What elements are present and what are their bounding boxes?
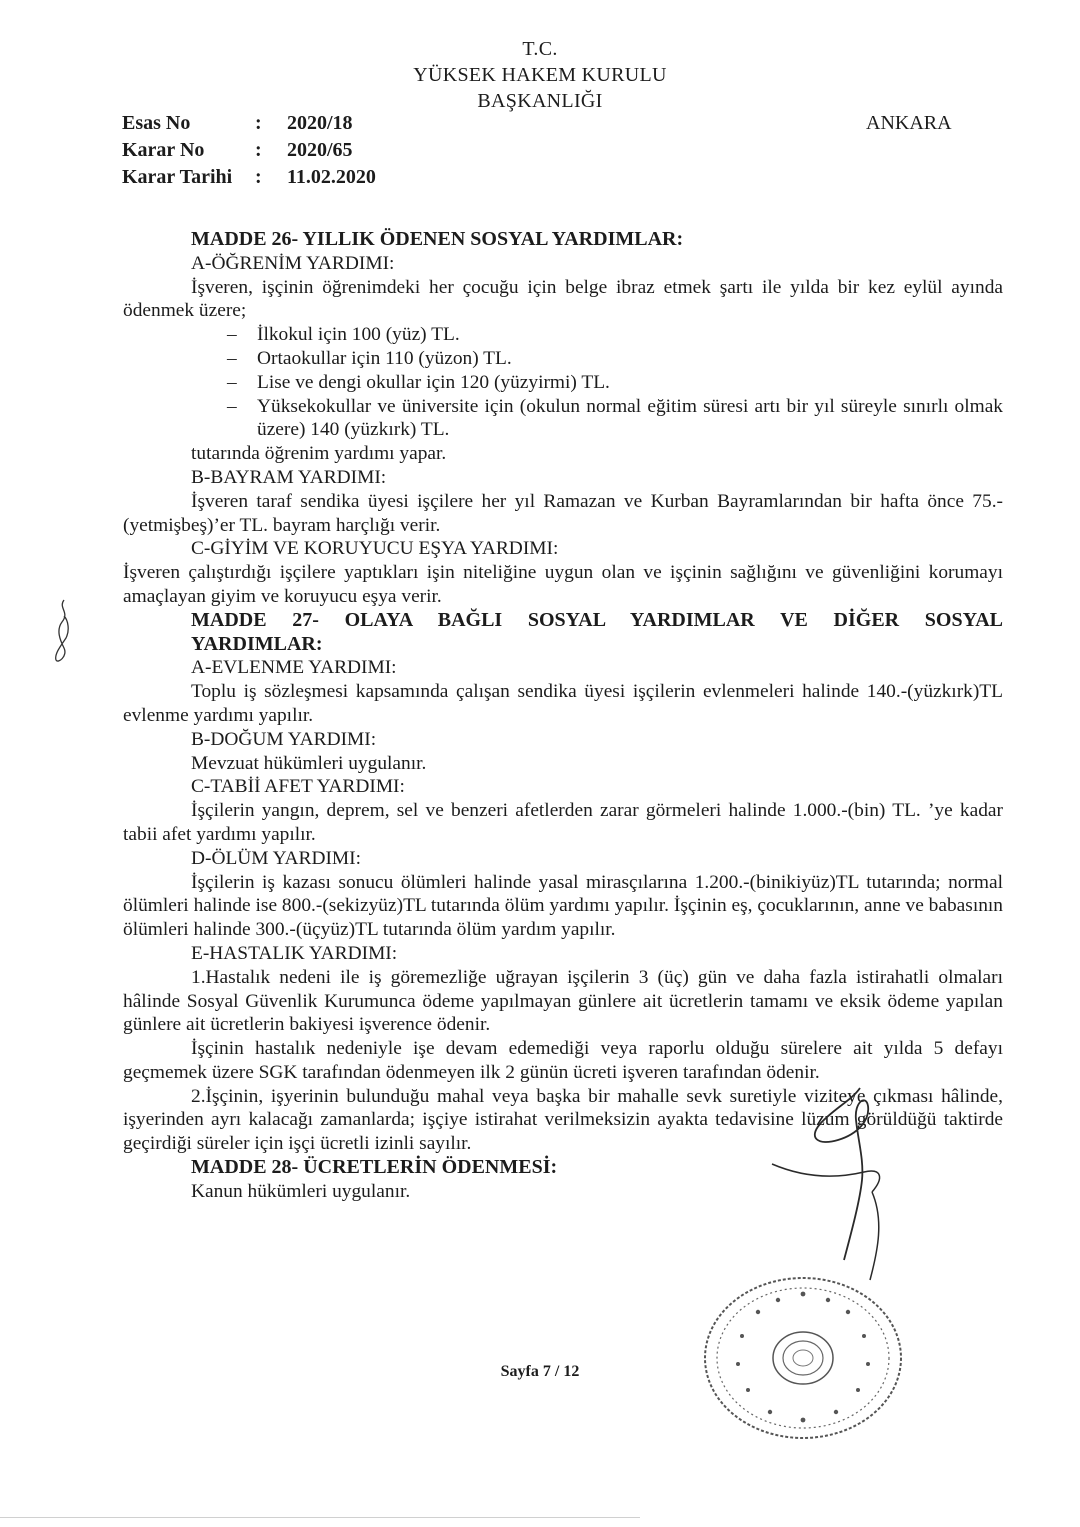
document-header (0, 36, 1080, 114)
case-meta (122, 110, 376, 191)
city: ANKARA (866, 112, 952, 134)
section-a-title: A-EVLENME YARDIMI: (191, 657, 397, 679)
meta-label: Karar Tarihi (122, 166, 233, 188)
article-28-text: Kanun hükümleri uygulanır. (191, 1180, 411, 1202)
section-e-text-2: İşçinin hastalık nedeniyle işe devam edemediği veya raporlu olduğu sürelere ait yılda 5 defayı geçmemek üzere SGK tarafından ödenmeyen ilk 2 günün ücreti işveren tarafından ödenir. (123, 1038, 1003, 1083)
meta-colon: : (255, 139, 262, 161)
list-item: – Lise ve dengi okullar için 120 (yüzyirmi) TL. (227, 371, 1003, 395)
scan-edge-line (0, 1517, 640, 1518)
section-a-text: Toplu iş sözleşmesi kapsamında çalışan sendika üyesi işçilerin evlenmeleri halinde 140.-(yüzkırk)TL evlenme yardımı yapılır. (123, 681, 1003, 726)
article-28-title: MADDE 28- ÜCRETLERİN ÖDENMESİ: (191, 1156, 558, 1179)
meta-colon: : (255, 112, 262, 134)
meta-value: 2020/18 (287, 112, 353, 134)
meta-value: 11.02.2020 (287, 166, 376, 188)
header-department: BAŞKANLIĞI (477, 90, 603, 112)
section-c-text: İşveren çalıştırdığı işçilere yaptıkları işin niteliğine uygun olan ve işçinin sağlığını ve güvenliğini korumayı amaçlayan giyim ve koruyucu eşya verir. (123, 562, 1003, 607)
section-d-text: İşçilerin iş kazası sonucu ölümleri halinde yasal mirasçılarına 1.200.-(binikiyüz)TL tutarında; normal ölümleri halinde ise 800.-(sekizyüz)TL tutarında ölüm yardımı yapılır. İşçinin eş, çocuklarının, anne ve babasının ölümleri halinde 300.-(üçyüz)TL tutarında ölüm yardım yapılır. (123, 871, 1003, 941)
official-seal-stamp (698, 1272, 908, 1444)
signature (760, 1080, 920, 1290)
section-a-title: A-ÖĞRENİM YARDIMI: (191, 252, 395, 274)
meta-row-esas (122, 110, 376, 137)
section-e-title: E-HASTALIK YARDIMI: (191, 942, 398, 964)
list-item: – İlkokul için 100 (yüz) TL. (227, 323, 1003, 347)
page-number: Sayfa 7 / 12 (500, 1363, 580, 1380)
section-b-text: İşveren taraf sendika üyesi işçilere her yıl Ramazan ve Kurban Bayramlarından bir hafta önce 75.-(yetmişbeş)’er TL. bayram harçlığı verir. (123, 490, 1003, 536)
article-27-title: MADDE 27- OLAYA BAĞLI SOSYAL YARDIMLAR VE DİĞER SOSYAL (191, 608, 1003, 631)
meta-value: 2020/65 (287, 139, 353, 161)
section-b-title: B-BAYRAM YARDIMI: (191, 466, 387, 488)
list-item: – Ortaokullar için 110 (yüzon) TL. (227, 347, 1003, 371)
education-aid-list (123, 323, 1003, 442)
document-body (123, 228, 1003, 1204)
header-institution: YÜKSEK HAKEM KURULU (413, 64, 667, 86)
list-item: – Yüksekokullar ve üniversite için (okulun normal eğitim süresi artı bir yıl süreyle sınırlı olmak üzere) 140 (yüzkırk) TL. (227, 395, 1003, 443)
section-c-title: C-TABİİ AFET YARDIMI: (191, 776, 405, 798)
section-b-text: Mevzuat hükümleri uygulanır. (191, 752, 427, 774)
section-e-text-3: 2.İşçinin, işyerinin bulunduğu mahal veya başka bir mahalle sevk suretiyle viziteye çıkması hâlinde, işyerinden ayrı kalacağı zamanlarda; işçiye istirahat verilmeksizin ayakta tedavisine lüzum görüldüğü taktirde geçirdiği süreler için işçi ücretli izinli sayılır. (123, 1085, 1003, 1155)
section-a-intro: İşveren, işçinin öğrenimdeki her çocuğu için belge ibraz etmek şartı ile yılda bir kez eylül ayında ödenmek üzere; (123, 276, 1003, 322)
meta-label: Karar No (122, 139, 205, 161)
section-d-title: D-ÖLÜM YARDIMI: (191, 847, 362, 869)
meta-row-karar (122, 137, 376, 164)
section-e-text-1: 1.Hastalık nedeni ile iş göremezliğe uğrayan işçilerin 3 (üç) gün ve daha fazla istirahatli olmaları hâlinde Sosyal Güvenlik Kurumunca ödeme yapılmayan günlere ait ücretlerin tamamı ve eksik ödeme yapılan günlere ait ücretlerin bakiyesi işverence ödenir. (123, 966, 1003, 1036)
section-a-outro: tutarında öğrenim yardımı yapar. (191, 443, 447, 465)
meta-label: Esas No (122, 112, 191, 134)
article-26-title: MADDE 26- YILLIK ÖDENEN SOSYAL YARDIMLAR: (191, 228, 684, 250)
handwritten-margin-mark (52, 598, 82, 668)
article-27-title-cont: YARDIMLAR: (191, 632, 323, 655)
section-c-title: C-GİYİM VE KORUYUCU EŞYA YARDIMI: (191, 538, 559, 560)
section-c-text: İşçilerin yangın, deprem, sel ve benzeri afetlerden zarar görmeleri halinde 1.000.-(bin) TL. ’ye kadar tabii afet yardımı yapılır. (123, 800, 1003, 845)
meta-colon: : (255, 166, 262, 188)
meta-row-tarih (122, 164, 376, 191)
header-tc: T.C. (522, 38, 558, 60)
section-b-title: B-DOĞUM YARDIMI: (191, 728, 377, 750)
